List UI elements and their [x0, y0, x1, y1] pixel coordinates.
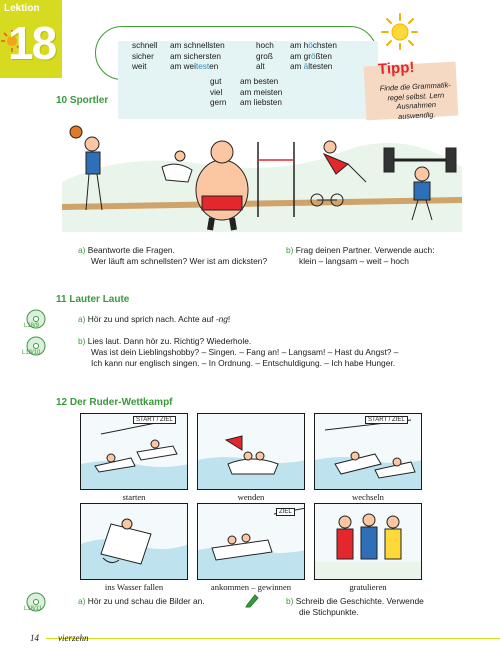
sports-illustration: [62, 112, 462, 232]
rowing-turn-drawing: [198, 414, 305, 490]
start-ziel-sign: START / ZIEL: [365, 416, 408, 424]
pencil-icon: [245, 592, 259, 608]
start-ziel-sign: START / ZIEL: [133, 416, 176, 424]
comic-panel-start: [80, 413, 188, 490]
section-10-heading: 10 Sportler: [56, 95, 109, 106]
section-11-heading: 11 Lauter Laute: [56, 294, 130, 305]
caption-ankommen-gewinnen: ankommen – gewinnen: [210, 582, 292, 592]
grammar-col-positive-2: hoch groß alt: [256, 41, 274, 71]
grammar-col-superlative-2: am höchsten am größten am ältesten: [290, 41, 337, 71]
grammar-col-superlative-1: am schnellsten am sichersten am weitesten: [170, 41, 225, 71]
exercise-11a: a) Hör zu und sprich nach. Achte auf -ng!: [78, 314, 231, 324]
page-number: 14: [30, 633, 39, 643]
tipp-text: Finde die Grammatik- regel selbst. Lern Ausnahmen auswendig.: [379, 80, 451, 121]
footer-rule: [46, 638, 500, 639]
comic-panel-fall: [80, 503, 188, 580]
page-number-word: vierzehn: [58, 633, 89, 643]
caption-gratulieren: gratulieren: [349, 582, 387, 592]
tipp-title: Tipp!: [377, 59, 415, 78]
congratulate-drawing: [315, 504, 422, 580]
grammar-col-irregular: gut viel gern: [210, 77, 227, 107]
grammar-col-irregular-superlative: am besten am meisten am liebsten: [240, 77, 283, 107]
caption-ins-wasser-fallen: ins Wasser fallen: [104, 582, 164, 592]
caption-starten: starten: [122, 492, 146, 502]
caption-wenden: wenden: [237, 492, 265, 502]
rowing-fall-drawing: [81, 504, 188, 580]
comic-panel-arrive: [197, 503, 305, 580]
rowing-start-drawing: [81, 414, 188, 490]
exercise-12b: b) Schreib die Geschichte. Verwende die Stichpunkte.: [286, 596, 424, 617]
grammar-col-positive-1: schnell sicher weit: [132, 41, 158, 71]
ziel-sign: ZIEL: [276, 508, 295, 516]
exercise-10b: b) Frag deinen Partner. Verwende auch: klein – langsam – weit – hoch: [286, 245, 435, 266]
exercise-10a: a) Beantworte die Fragen. Wer läuft am schnellsten? Wer ist am dicksten?: [78, 245, 268, 266]
grammar-table: [118, 41, 378, 119]
section-12-heading: 12 Der Ruder-Wettkampf: [56, 397, 173, 408]
cd-track-10: L18/10: [22, 350, 41, 356]
athletes-illustration: [62, 112, 462, 232]
sun-icon: [378, 10, 418, 50]
lesson-label: Lektion: [4, 3, 40, 14]
lesson-number: 18: [8, 17, 56, 69]
cd-track-11: L18/11: [24, 606, 42, 612]
rowing-switch-drawing: [315, 414, 422, 490]
comic-panel-congratulate: [314, 503, 422, 580]
caption-wechseln: wechseln: [352, 492, 384, 502]
exercise-11b: b) Lies laut. Dann hör zu. Richtig? Wiederhole. Was ist dein Lieblingshobby? – Singen. – Fang an! – Langsam! – Hast du Angst? – Ich kann nur englisch singen. – In Ordnung. – Entschuldigung. – Ich habe Hunger.: [78, 336, 399, 368]
comic-panel-switch: [314, 413, 422, 490]
cd-track-9: L18/9: [24, 323, 40, 329]
exercise-12a: a) Hör zu und schau die Bilder an.: [78, 596, 205, 606]
lesson-badge: [0, 0, 62, 78]
comic-panel-turn: [197, 413, 305, 490]
